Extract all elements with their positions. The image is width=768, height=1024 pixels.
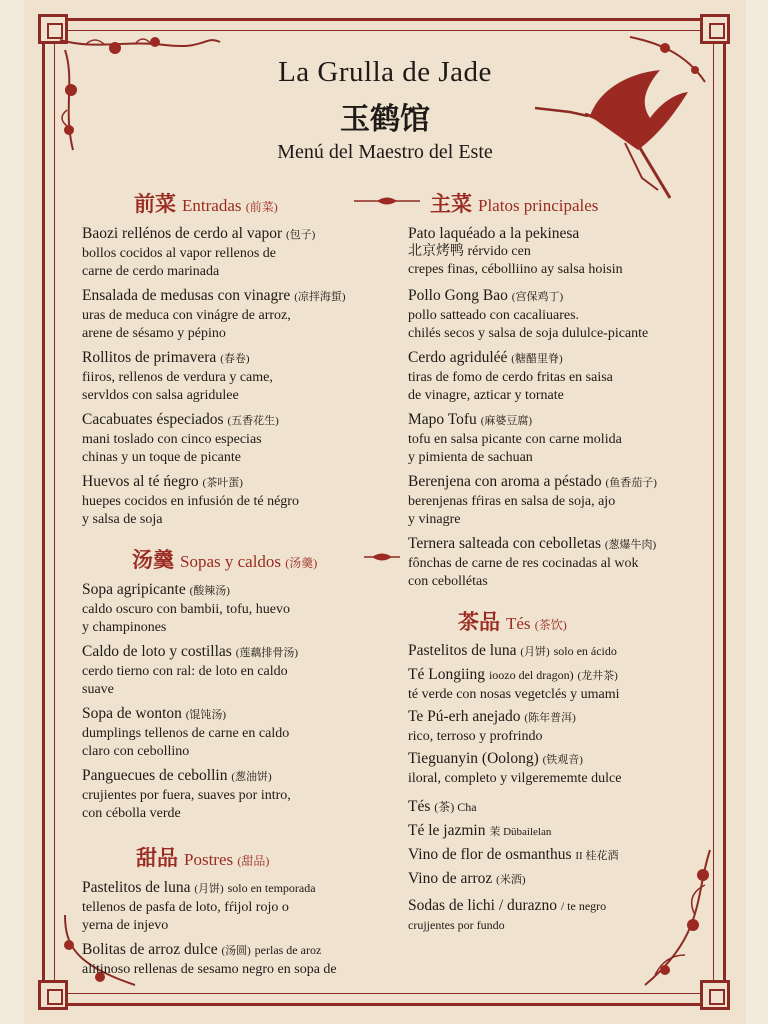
divider-ornament	[362, 550, 402, 564]
list-item: Pollo Gong Bao (宫保鸡丁) pollo satteado con cacaliuares. chilés secos y salsa de soja dululce-picante	[408, 287, 649, 341]
list-item: Cerdo agriduléé (糖醋里脊) tiras de fomo de cerdo fritas en saisa de vinagre, azticar y tornate	[408, 349, 613, 403]
list-item: Panguecues de cebollin (葱油饼) crujientes por fuera, suaves por intro, con cébolla verde	[82, 767, 291, 821]
list-item: Ensalada de medusas con vinagre (凉拌海蜇) uras de meduca con vinágre de arroz, arene de sésamo y pépino	[82, 287, 346, 341]
list-item: Huevos al té ńegro (茶叶蛋) huepes cocidos en infusión de té négro y salsa de soja	[82, 473, 299, 527]
section-heading-entradas: 前菜 Entradas (前菜)	[134, 192, 278, 216]
postres-list	[82, 878, 392, 984]
principales-list	[408, 224, 713, 596]
list-item: Cacabuates éspeciados (五香花生) mani toslado con cinco especias chinas y un toque de picante	[82, 411, 279, 465]
list-item: Berenjena con aroma a péstado (鱼香茄子) berenjenas fŕiras en salsa de soja, ajo y vinagre	[408, 473, 657, 527]
list-item: Pastelitos de luna (月饼) solo en ácido	[408, 642, 617, 659]
list-item: Bolitas de arroz dulce (汤圆) perlas de aroz alitinoso rellenas de sesamo negro en sopa de	[82, 941, 337, 977]
tes-list	[408, 641, 713, 936]
list-item: Sopa de wonton (馄饨汤) dumplings tellenos de carne en caldo claro con cebollino	[82, 705, 290, 759]
list-item: Caldo de loto y costillas (莲藕排骨汤) cerdo tierno con ral: de loto en caldo suave	[82, 643, 299, 697]
list-item: Té Longiing ioozo del dragon) (龙井茶) té verde con nosas vegetclés y umami	[408, 666, 620, 702]
restaurant-name: La Grulla de Jade	[278, 56, 492, 88]
list-item: Tieguanyin (Oolong) (铁观音) iloral, completo y vilgerememte dulce	[408, 750, 622, 786]
crane-icon	[530, 68, 690, 203]
list-item: Pato laquéado a la pekinesa 北京烤鸭 rérvido cen crepes finas, cébolliino ay salsa hoisin	[408, 225, 623, 277]
list-item: Te Pú-erh anejado (陈年普洱) rico, terroso y profrindo	[408, 708, 576, 744]
list-item: Baozi rellénos de cerdo al vapor (包子) bollos cocidos al vapor rellenos de carne de cerdo marinada	[82, 225, 316, 279]
section-heading-sopas: 汤羹 Sopas y caldos (汤羹)	[132, 548, 318, 572]
entradas-list	[82, 224, 392, 534]
restaurant-name-cn: 玉鹤馆	[340, 102, 430, 137]
divider-ornament	[352, 194, 422, 208]
menu-subtitle: Menú del Maestro del Este	[277, 141, 493, 163]
list-item: Sodas de lichi / durazno / te negro crujjentes por fundo	[408, 897, 607, 932]
list-item: Vino de arroz (米酒)	[408, 870, 526, 887]
list-item: Té le jazmin 茉 Dübailelan	[408, 822, 552, 839]
sopas-list	[82, 580, 392, 828]
section-heading-principales: 主菜 Platos principales	[430, 192, 599, 216]
list-item: Tés (茶) Cha	[408, 798, 477, 815]
list-item: Pastelitos de luna (月饼) solo en temporada tellenos de pasfa de loto, fŕijol rojo o yerna de injevo	[82, 879, 316, 933]
list-item: Mapo Tofu (麻婆豆腐) tofu en salsa picante con carne molida y pimienta de sachuan	[408, 411, 622, 465]
list-item: Vino de flor de osmanthus II 桂花酒	[408, 846, 619, 863]
list-item: Sopa agripicante (酸辣汤) caldo oscuro con bambii, tofu, huevo y champinones	[82, 581, 291, 635]
list-item: Rollitos de primavera (春卷) fiiros, rellenos de verdura y came, servldos con salsa agridulee	[82, 349, 273, 403]
section-heading-tes: 茶品 Tés (茶饮)	[458, 610, 567, 634]
section-heading-postres: 甜品 Postres (甜品)	[136, 846, 270, 870]
list-item: Ternera salteada con cebolletas (葱爆牛肉) fônchas de carne de res cocinadas al wok con cebollétas	[408, 535, 657, 589]
